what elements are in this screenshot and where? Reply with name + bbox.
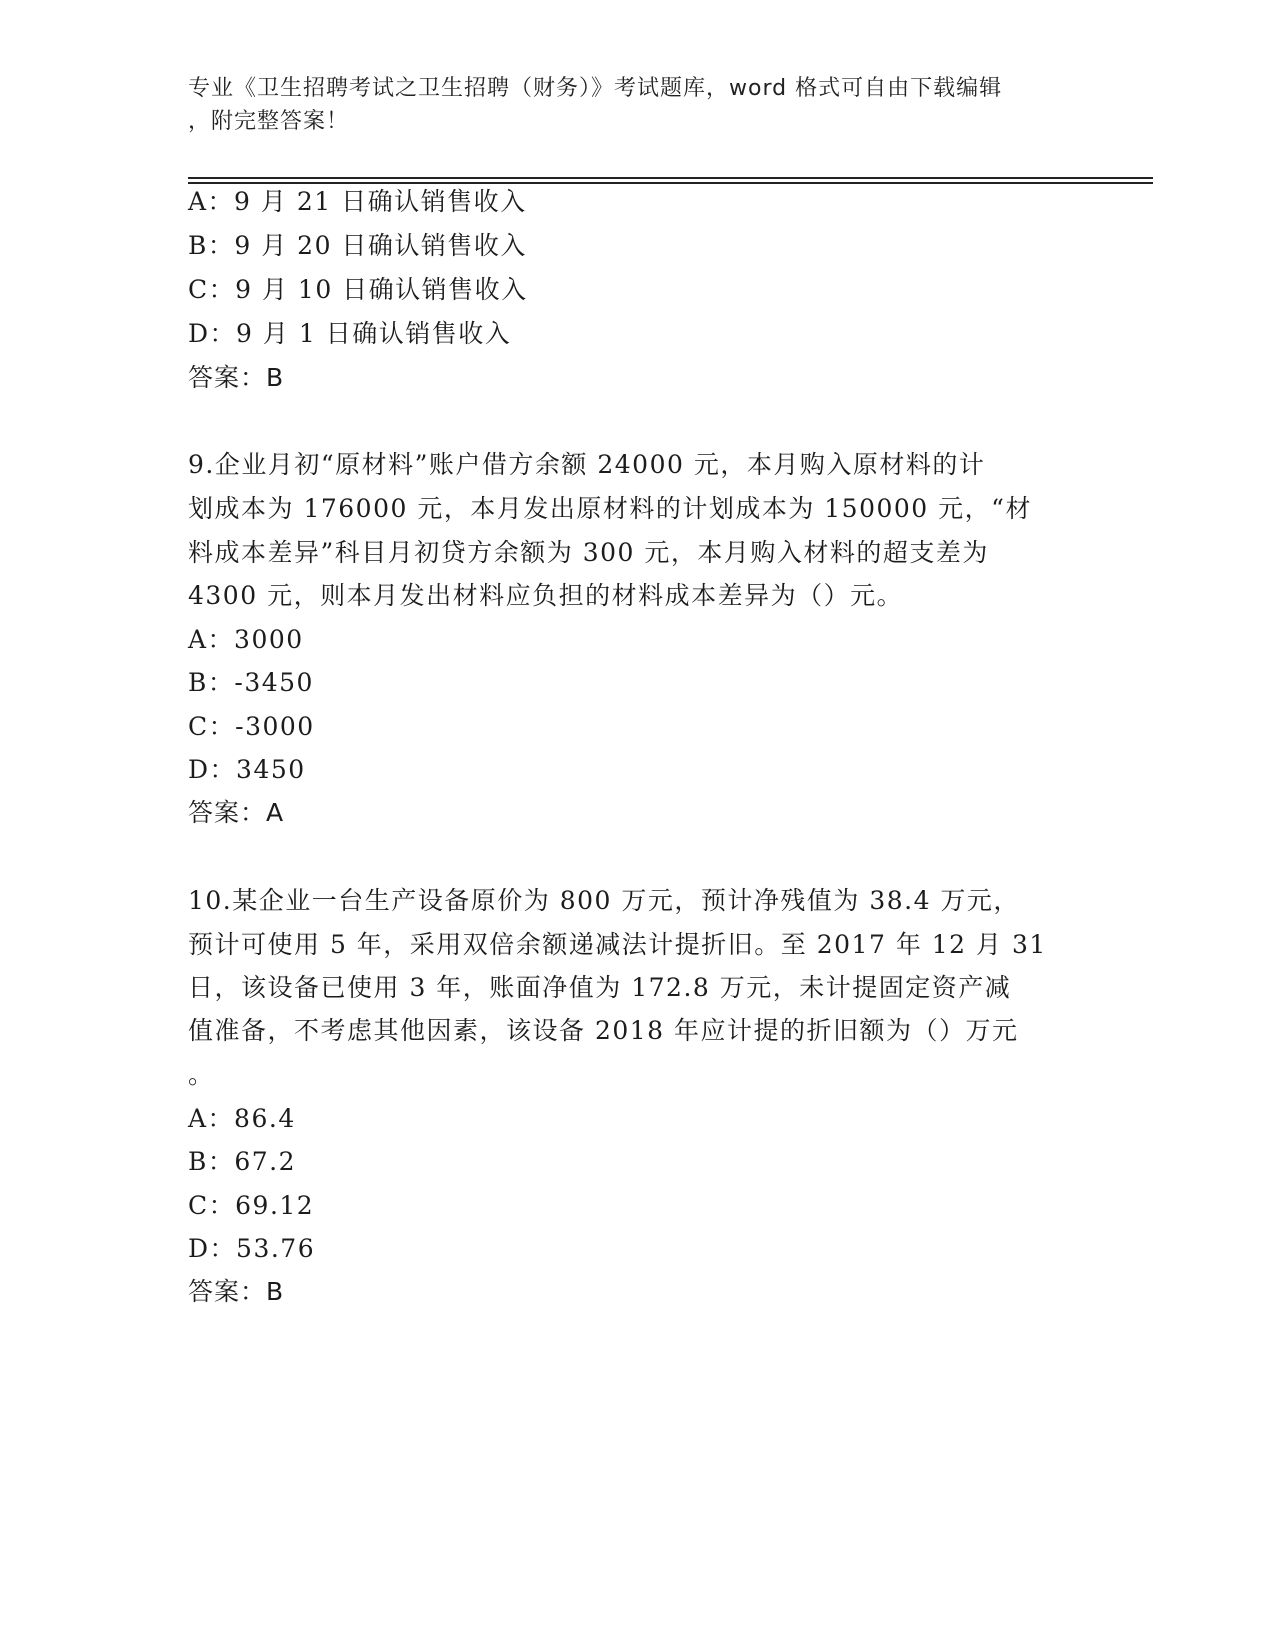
q9-option-d: D：3450: [188, 755, 306, 784]
q10-option-a: A：86.4: [188, 1104, 296, 1133]
q10-answer: 答案：B: [188, 1277, 285, 1306]
q9-stem-line-4: 4300 元，则本月发出材料应负担的材料成本差异为（）元。: [188, 581, 904, 610]
q10-stem-line-3: 日，该设备已使用 3 年，账面净值为 172.8 万元，未计提固定资产减: [188, 973, 1012, 1002]
header-line-1: 专业《卫生招聘考试之卫生招聘（财务）》考试题库，word 格式可自由下载编辑: [188, 76, 1003, 101]
header-rule-top: [188, 177, 1153, 179]
q10-stem-line-5: 。: [188, 1060, 215, 1089]
q9-answer: 答案：A: [188, 798, 285, 827]
q8-answer: 答案：B: [188, 363, 285, 392]
q8-option-b: B：9 月 20 日确认销售收入: [188, 231, 527, 260]
q9-stem-line-1: 9.企业月初“原材料”账户借方余额 24000 元，本月购入原材料的计: [188, 450, 986, 479]
q10-option-b: B：67.2: [188, 1147, 297, 1176]
header-rule-bottom: [188, 182, 1153, 184]
q10-stem-line-4: 值准备，不考虑其他因素，该设备 2018 年应计提的折旧额为（）万元: [188, 1016, 1019, 1045]
q9-option-c: C：-3000: [188, 712, 315, 741]
q10-option-c: C：69.12: [188, 1191, 315, 1220]
q9-option-b: B：-3450: [188, 668, 314, 697]
q10-option-d: D：53.76: [188, 1234, 316, 1263]
header-line-2: ，附完整答案！: [188, 109, 350, 134]
q10-stem-line-1: 10.某企业一台生产设备原价为 800 万元，预计净残值为 38.4 万元，: [188, 886, 1020, 915]
q8-option-c: C：9 月 10 日确认销售收入: [188, 275, 528, 304]
q8-option-a: A：9 月 21 日确认销售收入: [188, 187, 527, 216]
q9-option-a: A：3000: [188, 625, 304, 654]
q10-stem-line-2: 预计可使用 5 年，采用双倍余额递减法计提折旧。至 2017 年 12 月 31: [188, 930, 1047, 959]
q8-option-d: D：9 月 1 日确认销售收入: [188, 319, 512, 348]
document-header: [188, 72, 1068, 138]
q9-stem-line-2: 划成本为 176000 元，本月发出原材料的计划成本为 150000 元，“材: [188, 494, 1032, 523]
q9-stem-line-3: 料成本差异”科目月初贷方余额为 300 元，本月购入材料的超支差为: [188, 538, 989, 567]
